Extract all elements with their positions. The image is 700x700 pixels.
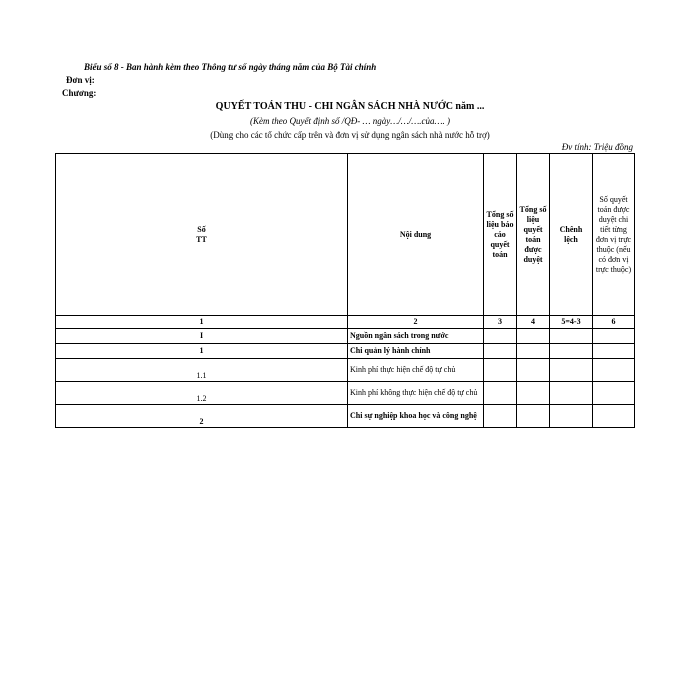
document-note: (Dùng cho các tổ chức cấp trên và đơn vị sử dụng ngân sách nhà nước hỗ trợ) [210, 130, 490, 140]
column-number: 2 [348, 316, 484, 329]
header-so-tt-line1: Số [197, 224, 206, 234]
unit-label: Đơn vị: [66, 75, 95, 85]
row-tt: 2 [56, 405, 348, 428]
header-so-tt [56, 154, 348, 316]
chapter-label: Chương: [62, 88, 97, 98]
column-number: 4 [517, 316, 550, 329]
cell [550, 359, 593, 382]
header-noi-dung: Nội dung [348, 154, 484, 316]
cell [593, 405, 635, 428]
column-number: 1 [56, 316, 348, 329]
form-reference-note: Biểu số 8 - Ban hành kèm theo Thông tư số ngày tháng năm của Bộ Tài chính [84, 62, 377, 72]
column-number: 6 [593, 316, 635, 329]
row-content: Kinh phí không thực hiện chế độ tự chủ [348, 382, 484, 405]
cell [517, 382, 550, 405]
document-title: QUYẾT TOÁN THU - CHI NGÂN SÁCH NHÀ NƯỚC năm ... [215, 101, 485, 112]
row-content: Chi sự nghiệp khoa học và công nghệ [348, 405, 484, 428]
cell [517, 329, 550, 344]
column-number: 5=4-3 [550, 316, 593, 329]
settlement-table [55, 153, 635, 428]
cell [550, 344, 593, 359]
row-content: Nguồn ngân sách trong nước [348, 329, 484, 344]
table-row [56, 344, 635, 359]
cell [517, 344, 550, 359]
document-subtitle: (Kèm theo Quyết định số /QĐ- … ngày…/…/….của…. ) [250, 116, 450, 126]
header-difference: Chênh lệch [550, 154, 593, 316]
cell [484, 329, 517, 344]
header-reported-total: Tổng số liệu báo cáo quyết toán [484, 154, 517, 316]
row-content: Chi quản lý hành chính [348, 344, 484, 359]
header-approved-detail: Số quyết toán được duyệt chi tiết từng đơn vị trực thuộc (nếu có đơn vị trực thuộc) [593, 154, 635, 316]
header-so-tt-line2: TT [196, 234, 207, 244]
cell [593, 344, 635, 359]
table-header-row [56, 154, 635, 316]
cell [484, 359, 517, 382]
currency-unit: Đv tính: Triệu đồng [561, 142, 633, 152]
cell [593, 359, 635, 382]
table-row [56, 329, 635, 344]
cell [593, 382, 635, 405]
cell [550, 405, 593, 428]
column-number: 3 [484, 316, 517, 329]
table-row [56, 359, 635, 382]
cell [593, 329, 635, 344]
header-approved-total: Tổng số liệu quyết toán được duyệt [517, 154, 550, 316]
row-content: Kinh phí thực hiện chế độ tự chủ [348, 359, 484, 382]
column-number-row [56, 316, 635, 329]
cell [550, 382, 593, 405]
table-row [56, 382, 635, 405]
row-tt: 1.2 [56, 382, 348, 405]
cell [484, 405, 517, 428]
cell [517, 405, 550, 428]
cell [517, 359, 550, 382]
row-tt: 1.1 [56, 359, 348, 382]
cell [484, 344, 517, 359]
cell [550, 329, 593, 344]
row-tt: I [56, 329, 348, 344]
row-tt: 1 [56, 344, 348, 359]
cell [484, 382, 517, 405]
table-row [56, 405, 635, 428]
